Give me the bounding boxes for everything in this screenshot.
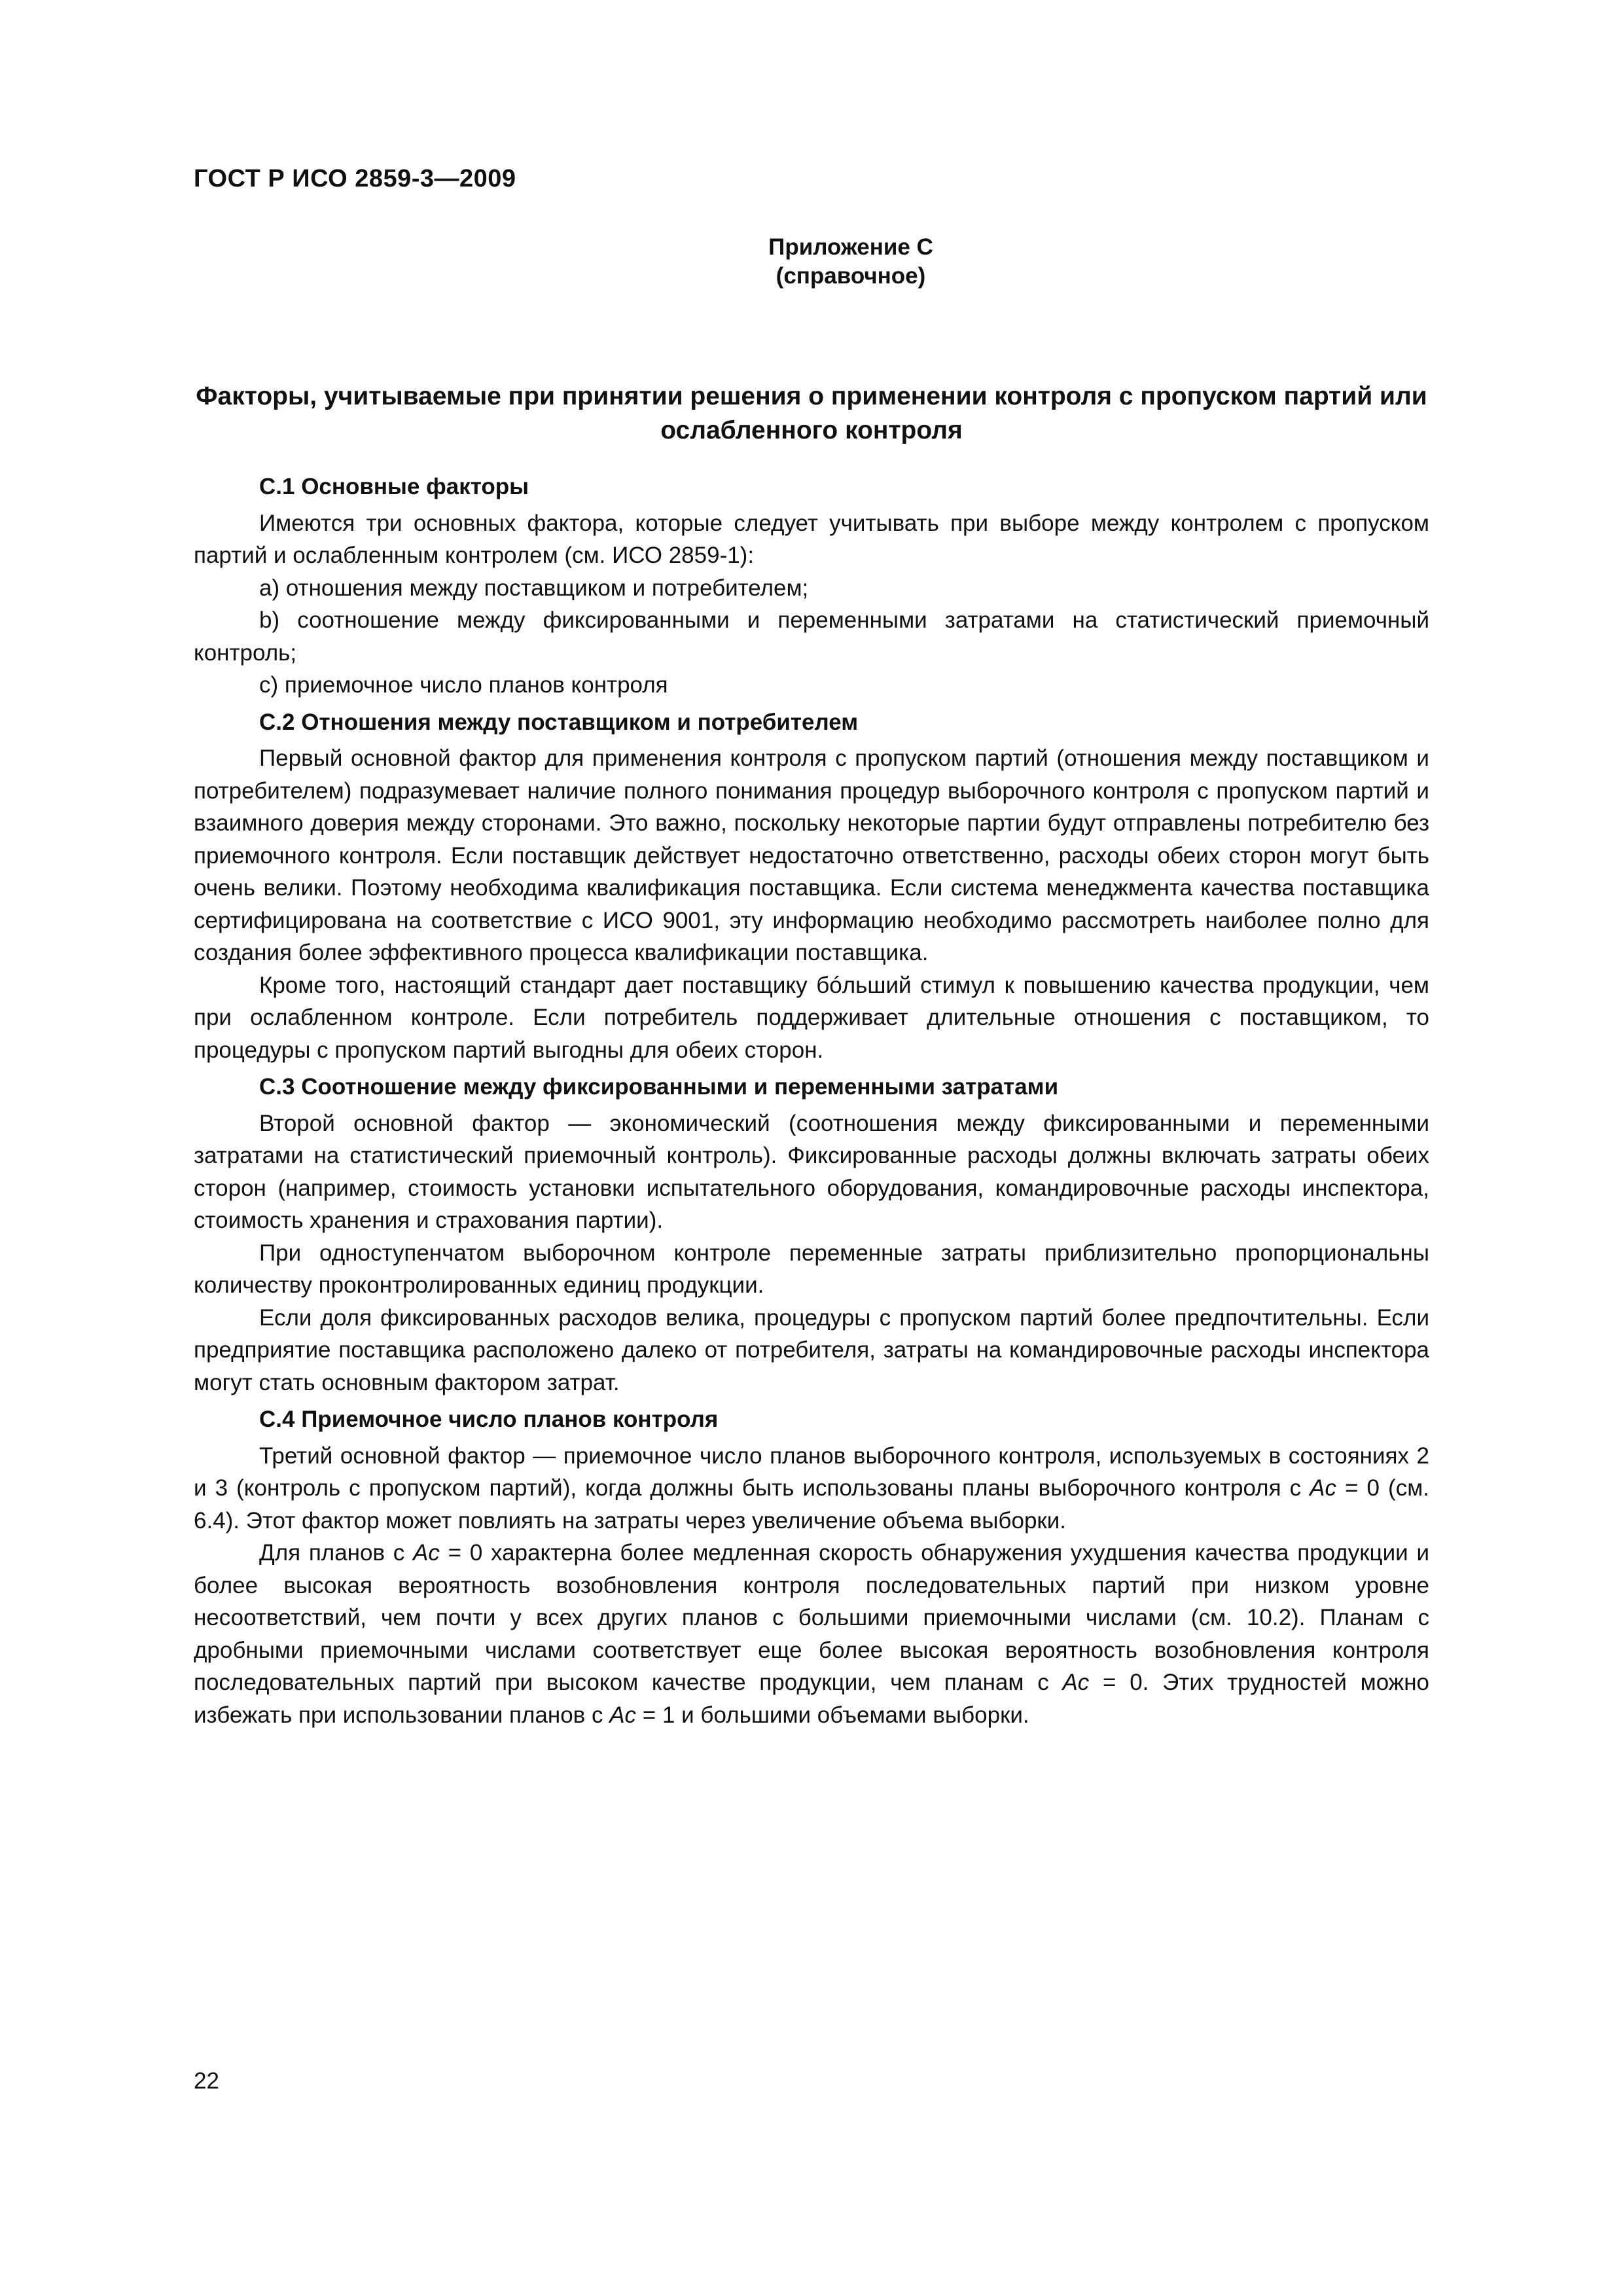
text-run: = 1 и большими объемами выборки. [636,1702,1029,1728]
section-c4-paragraph-2 [194,1537,1429,1731]
section-c4-paragraph-1 [194,1440,1429,1537]
section-c2-heading: С.2 Отношения между поставщиком и потребителем [259,709,859,735]
section-c1-intro: Имеются три основных фактора, которые следует учитывать при выборе между контролем с пропуском партий и ослабленным контролем (см. ИСО 2859-1): [194,510,1429,568]
document-body [194,466,1429,1731]
page-number: 22 [194,2068,219,2094]
section-c3-paragraph-1: Второй основной фактор — экономический (соотношения между фиксированными и переменными затратами на статистический приемочный контроль). Фиксированные расходы должны включать затраты обеих сторон (например, стоимость установки испытательного оборудования, командировочные расходы инспектора, стоимость хранения и страхования партии). [194,1110,1429,1233]
section-c4-heading: С.4 Приемочное число планов контроля [259,1407,719,1432]
section-c3-heading: С.3 Соотношение между фиксированными и переменными затратами [259,1074,1059,1100]
text-run: = 0. Этих трудностей можно избежать при использовании планов с [194,1670,1429,1728]
text-run: Третий основной фактор — приемочное число планов выборочного контроля, используемых в состояниях 2 и 3 (контроль с пропуском партий), когда должны быть использованы планы выборочного контроля с [194,1443,1429,1501]
section-c3-paragraph-3: Если доля фиксированных расходов велика, процедуры с пропуском партий более предпочтительны. Если предприятие поставщика расположено далеко от потребителя, затраты на командировочные расходы инспектора могут стать основным фактором затрат. [194,1304,1429,1395]
annex-heading [654,233,1047,291]
list-item-a: а) отношения между поставщиком и потребителем; [259,575,809,601]
annex-label: Приложение С [768,234,933,260]
text-run: = 0 характерна более медленная скорость обнаружения ухудшения качества продукции и более высокая вероятность возобновления контроля последовательных партий при низком уровне несоответствий, чем почти у всех других планов с большими приемочными числами (см. 10.2). Планам с дробными приемочными числами соответствует еще более высокая вероятность возобновления контроля последовательных партий при высоком качестве продукции, чем планам с [194,1540,1430,1695]
section-c2-paragraph-1: Первый основной фактор для применения контроля с пропуском партий (отношения между поставщиком и потребителем) подразумевает наличие полного понимания процедур выборочного контроля с пропуском партий и взаимного доверия между сторонами. Это важно, поскольку некоторые партии будут отправлены потребителю без приемочного контроля. Если поставщик действует недостаточно ответственно, расходы обеих сторон могут быть очень велики. Поэтому необходима квалификация поставщика. Если система менеджмента качества поставщика сертифицирована на соответствие с ИСО 9001, эту информацию необходимо рассмотреть наиболее полно для создания более эффективного процесса квалификации поставщика. [194,745,1429,965]
text-run: Для планов с [259,1540,414,1566]
annex-title: Факторы, учитываемые при принятии решения о применении контроля с пропуском партий или ослабленного контроля [196,382,1427,444]
text-run: = 0 (см. 6.4). Этот фактор может повлиять на затраты через увеличение объема выборки. [194,1475,1429,1534]
ac-symbol: Ac [1062,1670,1090,1695]
section-c2-paragraph-2: Кроме того, настоящий стандарт дает поставщику бóльший стимул к повышению качества продукции, чем при ослабленном контроле. Если потребитель поддерживает длительные отношения с поставщиком, то процедуры с пропуском партий выгодны для обеих сторон. [194,972,1429,1063]
section-c1-heading: С.1 Основные факторы [259,474,529,499]
ac-symbol: Ac [413,1540,440,1566]
annex-type: (справочное) [776,263,926,289]
section-c3-paragraph-2: При одноступенчатом выборочном контроле переменные затраты приблизительно пропорциональны количеству проконтролированных единиц продукции. [194,1240,1429,1298]
standard-code: ГОСТ Р ИСО 2859-3—2009 [194,165,516,192]
ac-symbol: Ac [1310,1475,1336,1501]
ac-symbol: Ac [609,1702,637,1728]
list-item-b: b) соотношение между фиксированными и переменными затратами на статистический приемочный контроль; [194,607,1429,666]
list-item-c: с) приемочное число планов контроля [259,672,668,698]
